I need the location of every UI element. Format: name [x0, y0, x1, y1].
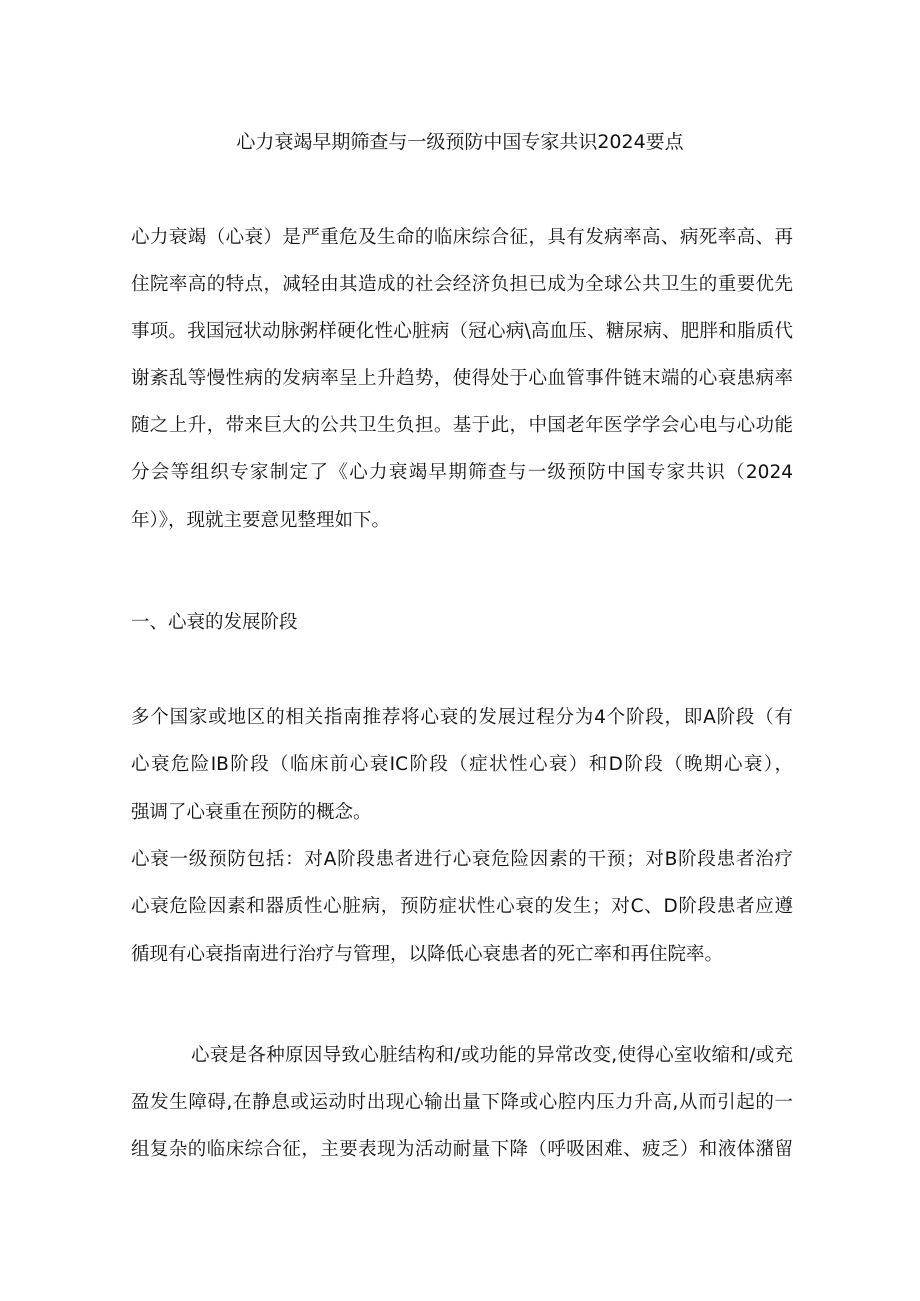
intro-line: 事项。我国冠状动脉粥样硬化性心脏病（冠心病\高血压、糖尿病、肥胖和脂质代 — [131, 321, 793, 342]
stages-line: 心衰危险IB阶段（临床前心衰IC阶段（症状性心衰）和D阶段（晚期心衰）， — [131, 754, 793, 775]
stages-line: 多个国家或地区的相关指南推荐将心衰的发展过程分为4个阶段，即A阶段（有 — [131, 707, 793, 728]
prevention-line: 心衰一级预防包括：对A阶段患者进行心衰危险因素的干预；对B阶段患者治疗 — [131, 849, 793, 870]
prevention-line: 循现有心衰指南进行治疗与管理，以降低心衰患者的死亡率和再住院率。 — [131, 944, 724, 965]
intro-line: 随之上升，带来巨大的公共卫生负担。基于此，中国老年医学学会心电与心功能 — [131, 415, 793, 436]
intro-line: 心力衰竭（心衰）是严重危及生命的临床综合征，具有发病率高、病死率高、再 — [131, 227, 793, 248]
stages-line: 强调了心衰重在预防的概念。 — [131, 802, 372, 823]
definition-line: 组复杂的临床综合征，主要表现为活动耐量下降（呼吸困难、疲乏）和液体潴留 — [131, 1139, 793, 1160]
prevention-line: 心衰危险因素和器质性心脏病，预防症状性心衰的发生；对C、D阶段患者应遵 — [131, 896, 793, 917]
document-title: 心力衰竭早期筛查与一级预防中国专家共识2024要点 — [236, 131, 684, 153]
definition-line: 盈发生障碍,在静息或运动时出现心输出量下降或心腔内压力升高,从而引起的一 — [131, 1092, 793, 1113]
section-heading: 一、心衰的发展阶段 — [131, 612, 298, 633]
definition-line: 心衰是各种原因导致心脏结构和/或功能的异常改变,使得心室收缩和/或充 — [191, 1045, 793, 1066]
intro-line: 年）》，现就主要意见整理如下。 — [131, 510, 391, 531]
intro-line: 谢紊乱等慢性病的发病率呈上升趋势，使得处于心血管事件链末端的心衰患病率 — [131, 368, 793, 389]
intro-line: 分会等组织专家制定了《心力衰竭早期筛查与一级预防中国专家共识（2024 — [131, 462, 793, 483]
intro-line: 住院率高的特点，减轻由其造成的社会经济负担已成为全球公共卫生的重要优先 — [131, 274, 793, 295]
